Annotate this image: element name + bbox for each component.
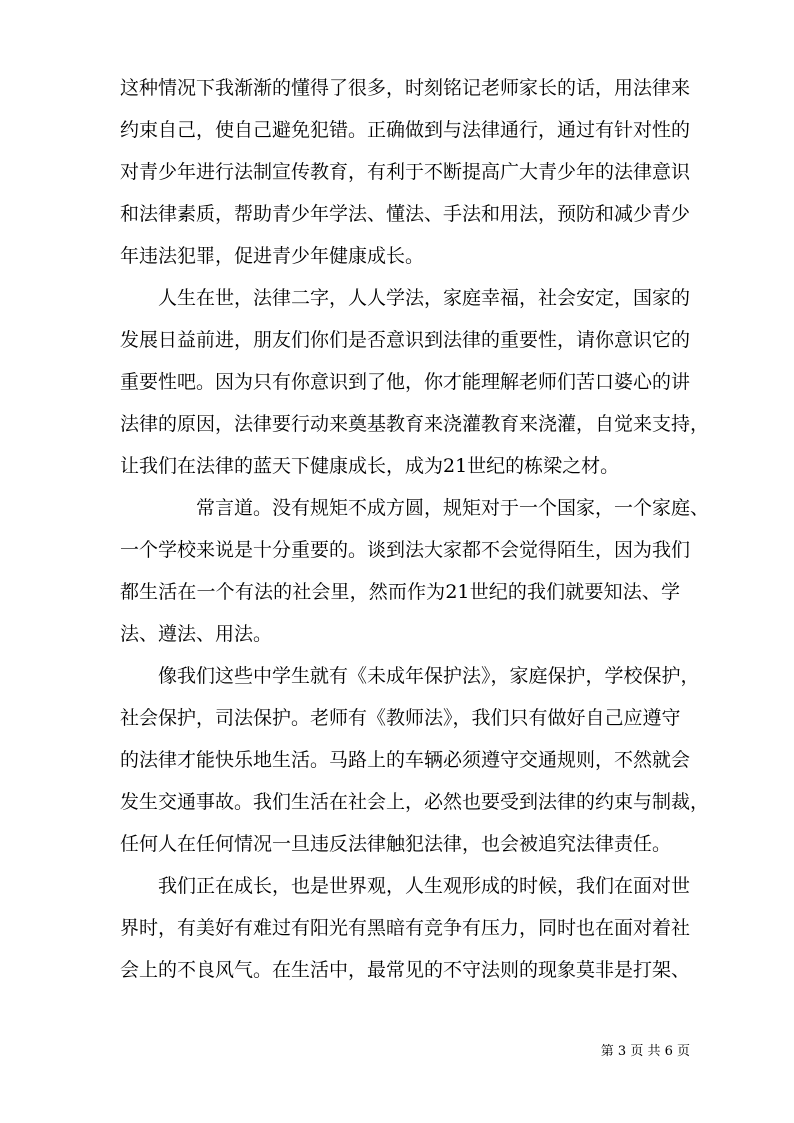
text-line: 法律的原因，法律要行动来奠基教育来浇灌教育来浇灌，自觉来支持， [120,413,710,435]
text-line: 的法律才能快乐地生活。马路上的车辆必须遵守交通规则，不然就会 [120,749,691,771]
text-line: 像我们这些中学生就有《未成年保护法》，家庭保护，学校保护， [158,665,700,687]
text-line: 我们正在成长，也是世界观，人生观形成的时候，我们在面对世 [158,875,691,897]
text-line: 社会保护，司法保护。老师有《教师法》，我们只有做好自己应遵守 [120,707,681,729]
text-line: 人生在世，法律二字，人人学法，家庭幸福，社会安定，国家的 [158,287,691,309]
page-number-footer: 第 3 页 共 6 页 [600,1044,690,1059]
text-line: 约束自己，使自己避免犯错。正确做到与法律通行，通过有针对性的 [120,119,691,141]
text-line: 都生活在一个有法的社会里，然而作为21世纪的我们就要知法、学 [120,581,680,603]
text-line: 对青少年进行法制宣传教育，有利于不断提高广大青少年的法律意识 [120,161,691,183]
text-line: 年违法犯罪，促进青少年健康成长。 [120,245,425,267]
text-line: 这种情况下我渐渐的懂得了很多，时刻铭记老师家长的话，用法律来 [120,77,691,99]
text-line: 发生交通事故。我们生活在社会上，必然也要受到法律的约束与制裁， [120,791,710,813]
text-line: 常言道。没有规矩不成方圆，规矩对于一个国家，一个家庭、 [196,497,710,519]
text-line: 界时，有美好有难过有阳光有黑暗有竞争有压力，同时也在面对着社 [120,917,691,939]
text-line: 法、遵法、用法。 [120,623,273,645]
text-line: 让我们在法律的蓝天下健康成长，成为21世纪的栋梁之材。 [120,455,620,477]
text-line: 重要性吧。因为只有你意识到了他，你才能理解老师们苦口婆心的讲 [120,371,691,393]
text-line: 一个学校来说是十分重要的。谈到法大家都不会觉得陌生，因为我们 [120,539,691,561]
text-line: 任何人在任何情况一旦违反法律触犯法律，也会被追究法律责任。 [120,833,672,855]
text-line: 发展日益前进，朋友们你们是否意识到法律的重要性，请你意识它的 [120,329,691,351]
text-line: 会上的不良风气。在生活中，最常见的不守法则的现象莫非是打架、 [120,959,691,981]
text-line: 和法律素质，帮助青少年学法、懂法、手法和用法，预防和减少青少 [120,203,691,225]
